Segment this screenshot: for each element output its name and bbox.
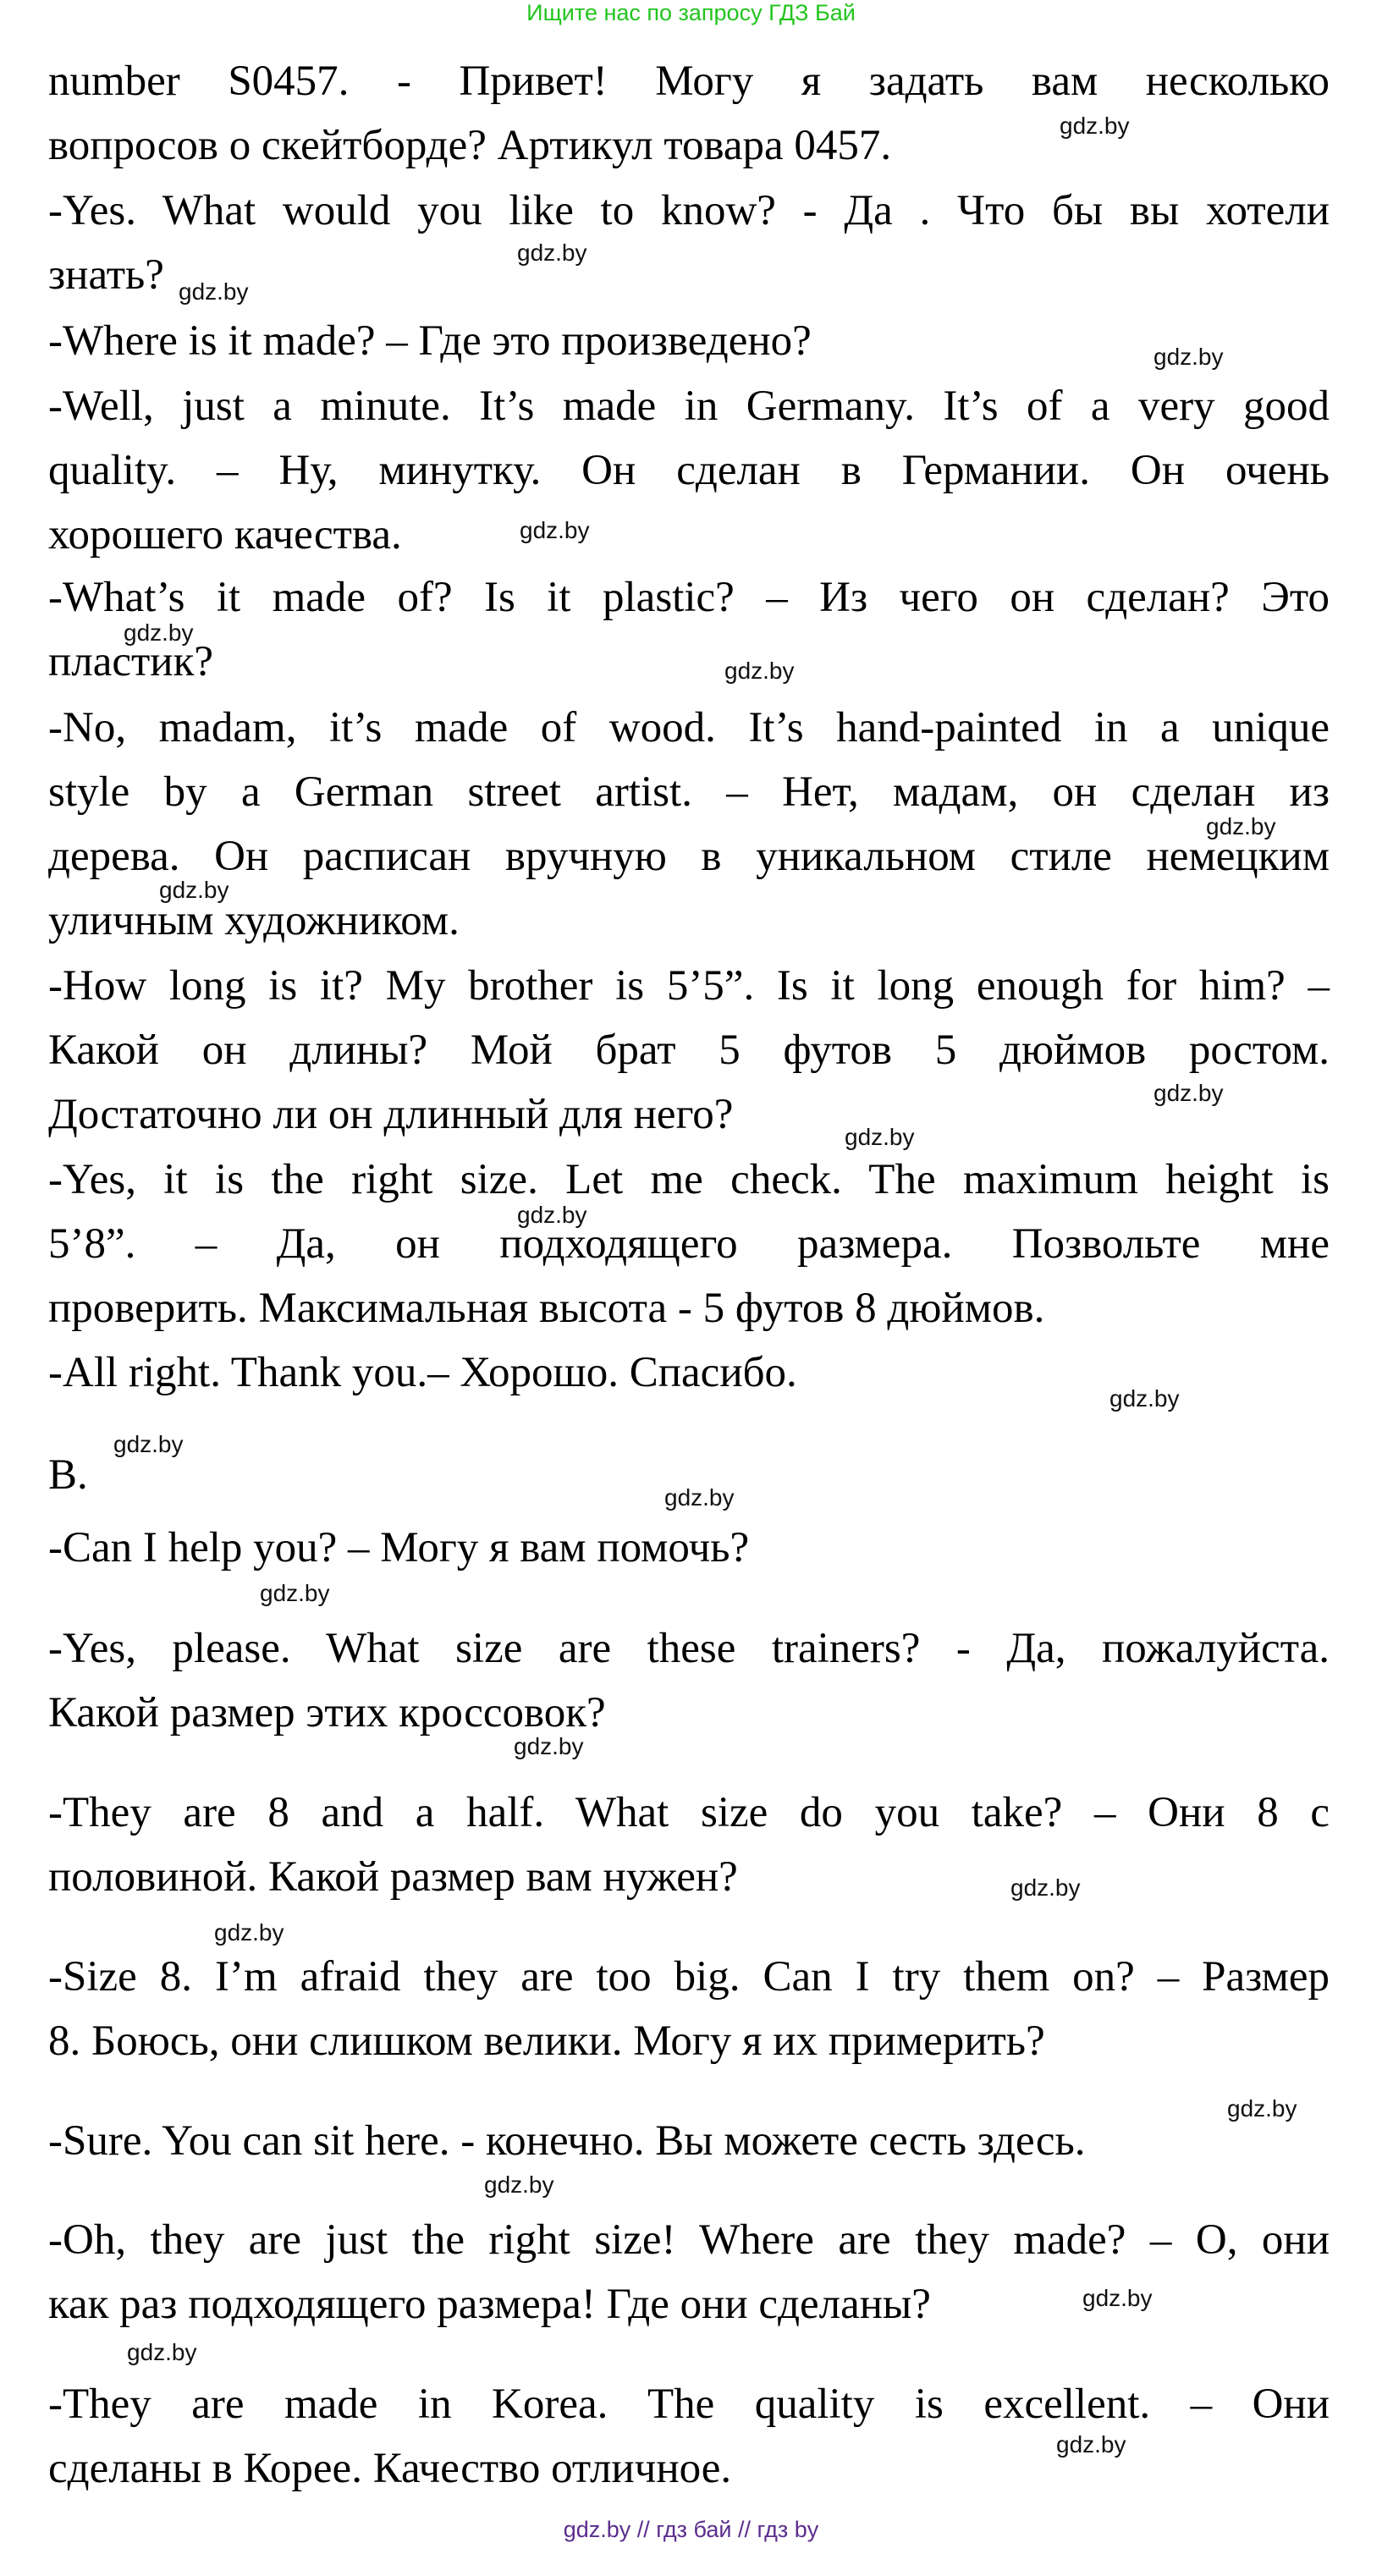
dialogue-paragraph bbox=[48, 2372, 1330, 2501]
watermark-text: gdz.by bbox=[845, 1124, 915, 1150]
text-line: -Well, just a minute. It’s made in Germany. It’s of a very good bbox=[48, 383, 1330, 430]
text-line: 5’8”. – Да, он подходящего размера. Позвольте мне bbox=[48, 1220, 1330, 1268]
watermark-text: gdz.by bbox=[517, 239, 587, 266]
watermark-text: gdz.by bbox=[1154, 344, 1224, 370]
text-line: -Yes, it is the right size. Let me check. The maximum height is bbox=[48, 1156, 1330, 1203]
watermark-text: gdz.by bbox=[159, 877, 229, 903]
text-line: сделаны в Корее. Качество отличное. bbox=[48, 2445, 732, 2492]
text-line: -Where is it made? – Где это произведено? bbox=[48, 317, 812, 365]
text-line: хорошего качества. bbox=[48, 511, 402, 559]
watermark-text: gdz.by bbox=[664, 1484, 735, 1511]
text-line: style by a German street artist. – Нет, мадам, он сделан из bbox=[48, 768, 1330, 816]
dialogue-paragraph bbox=[48, 374, 1330, 567]
watermark-text: gdz.by bbox=[724, 658, 795, 684]
watermark-text: gdz.by bbox=[1227, 2095, 1297, 2122]
dialogue-paragraph bbox=[48, 1945, 1330, 2073]
text-line: Какой он длины? Мой брат 5 футов 5 дюймов ростом. bbox=[48, 1027, 1330, 1074]
text-line: пластик? bbox=[48, 638, 214, 685]
dialogue-paragraph bbox=[48, 565, 1330, 694]
text-line: половиной. Какой размер вам нужен? bbox=[48, 1853, 738, 1901]
text-line: проверить. Максимальная высота - 5 футов 8 дюймов. bbox=[48, 1285, 1045, 1332]
watermark-text: gdz.by bbox=[517, 1202, 587, 1228]
dialogue-paragraph bbox=[48, 2109, 1330, 2173]
watermark-text: gdz.by bbox=[260, 1580, 330, 1606]
text-line: -Yes, please. What size are these trainers? - Да, пожалуйста. bbox=[48, 1625, 1330, 1672]
text-line: -What’s it made of? Is it plastic? – Из чего он сделан? Это bbox=[48, 574, 1330, 621]
watermark-text: gdz.by bbox=[179, 278, 249, 305]
watermark-text: gdz.by bbox=[1082, 2285, 1153, 2311]
text-line: -Oh, they are just the right size! Where are they made? – О, они bbox=[48, 2216, 1330, 2264]
dialogue-paragraph bbox=[48, 1516, 1330, 1580]
text-line: -Size 8. I’m afraid they are too big. Can I try them on? – Размер bbox=[48, 1953, 1330, 2001]
watermark-text: gdz.by bbox=[124, 619, 194, 646]
text-line: знать? bbox=[48, 251, 164, 299]
text-line: -Can I help you? – Могу я вам помочь? bbox=[48, 1524, 750, 1571]
watermark-text: gdz.by bbox=[127, 2339, 197, 2365]
text-line: -Yes. What would you like to know? - Да . Что бы вы хотели bbox=[48, 187, 1330, 234]
dialogue-paragraph bbox=[48, 1781, 1330, 1909]
text-line: -All right. Thank you.– Хорошо. Спасибо. bbox=[48, 1349, 797, 1396]
footer-banner: gdz.by // гдз бай // гдз by bbox=[563, 2517, 819, 2542]
watermark-text: gdz.by bbox=[1109, 1385, 1180, 1412]
text-line: -No, madam, it’s made of wood. It’s hand-painted in a unique bbox=[48, 704, 1330, 751]
watermark-text: gdz.by bbox=[1060, 113, 1130, 139]
text-line: как раз подходящего размера! Где они сделаны? bbox=[48, 2281, 931, 2328]
dialogue-paragraph bbox=[48, 1616, 1330, 1745]
text-line: 8. Боюсь, они слишком велики. Могу я их примерить? bbox=[48, 2017, 1045, 2065]
watermark-text: gdz.by bbox=[514, 1733, 584, 1759]
text-line: number S0457. - Привет! Могу я задать вам несколько bbox=[48, 58, 1330, 105]
dialogue-paragraph bbox=[48, 954, 1330, 1147]
text-line: уличным художником. bbox=[48, 897, 460, 944]
watermark-text: gdz.by bbox=[484, 2171, 554, 2198]
text-line: -Sure. You can sit here. - конечно. Вы можете сесть здесь. bbox=[48, 2117, 1086, 2165]
text-line: -They are made in Korea. The quality is excellent. – Они bbox=[48, 2381, 1330, 2428]
dialogue-paragraph bbox=[48, 1148, 1330, 1340]
watermark-text: gdz.by bbox=[1056, 2431, 1126, 2458]
header-banner: Ищите нас по запросу ГДЗ Бай bbox=[526, 0, 856, 25]
text-line: Достаточно ли он длинный для него? bbox=[48, 1091, 734, 1138]
watermark-text: gdz.by bbox=[1154, 1080, 1224, 1106]
watermark-text: gdz.by bbox=[1010, 1874, 1081, 1901]
text-line: Какой размер этих кроссовок? bbox=[48, 1689, 606, 1737]
text-line: quality. – Ну, минутку. Он сделан в Германии. Он очень bbox=[48, 447, 1330, 494]
watermark-text: gdz.by bbox=[113, 1431, 184, 1457]
dialogue-paragraph bbox=[48, 49, 1330, 178]
text-line: B. bbox=[48, 1451, 88, 1499]
watermark-text: gdz.by bbox=[214, 1919, 284, 1946]
text-line: -They are 8 and a half. What size do you take? – Они 8 с bbox=[48, 1789, 1330, 1836]
dialogue-paragraph bbox=[48, 696, 1330, 953]
dialogue-paragraph bbox=[48, 2208, 1330, 2337]
text-line: вопросов о скейтборде? Артикул товара 0457. bbox=[48, 122, 892, 169]
dialogue-paragraph bbox=[48, 309, 1330, 373]
watermark-text: gdz.by bbox=[520, 517, 590, 543]
watermark-text: gdz.by bbox=[1206, 813, 1276, 839]
text-line: дерева. Он расписан вручную в уникальном стиле немецким bbox=[48, 833, 1330, 880]
text-line: -How long is it? My brother is 5’5”. Is it long enough for him? – bbox=[48, 962, 1330, 1010]
